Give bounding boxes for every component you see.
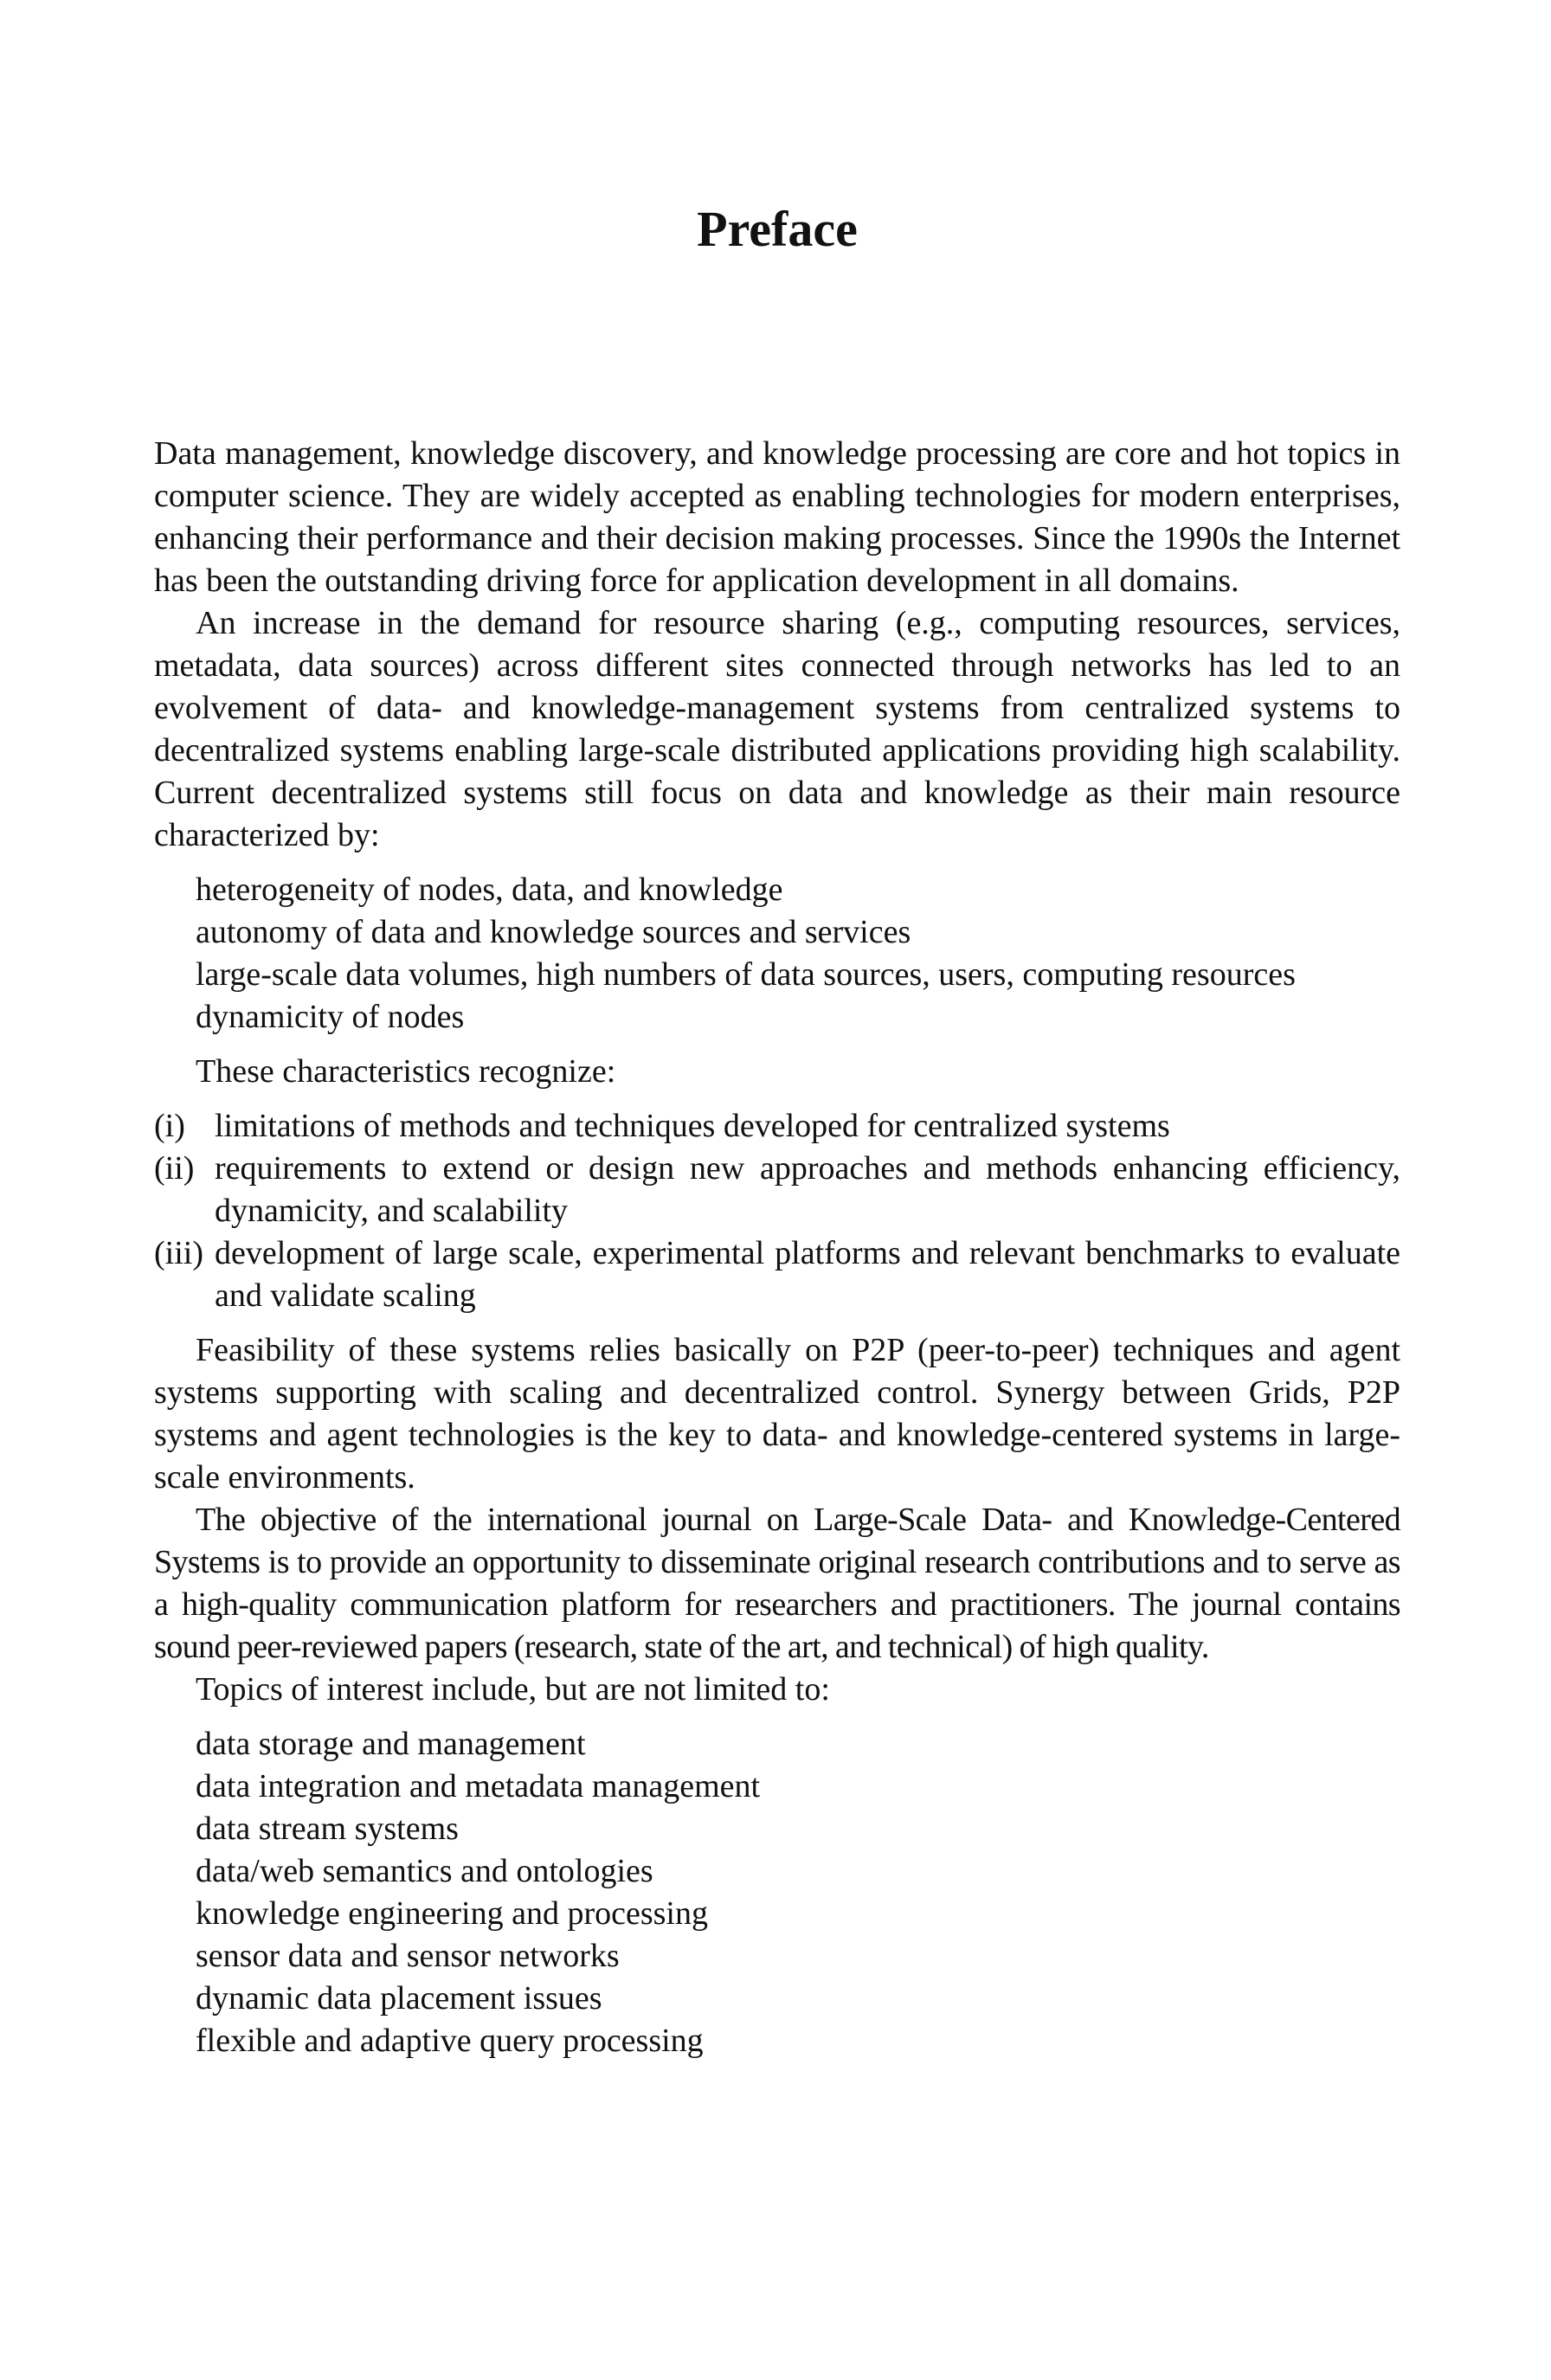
list-item: dynamic data placement issues [196,1980,602,2017]
paragraph-intro: Data management, knowledge discovery, and knowledge processing are core and hot topics in computer science. They are widely accepted as enabling technologies for modern enterprises, enhancing their performance and their decision making processes. Since the 1990s the Internet has been the outstanding driving force for application development in all domains. [154,435,1400,599]
list-item: data integration and metadata management [196,1768,761,1804]
paragraph-objective: The objective of the international journal on Large-Scale Data- and Knowledge-Centered Systems is to provide an opportunity to disseminate original research contributions and to serve as a high-quality communication platform for researchers and practitioners. The journal contains sound peer-reviewed papers (research, state of the art, and technical) of high quality. [154,1502,1400,1665]
list-item: heterogeneity of nodes, data, and knowledge [196,872,783,908]
list-text: requirements to extend or design new approaches and methods enhancing efficiency, dynamicity, and scalability [215,1150,1400,1229]
list-text: limitations of methods and techniques developed for centralized systems [215,1108,1170,1144]
list-item: sensor data and sensor networks [196,1938,620,1974]
list-text: development of large scale, experimental platforms and relevant benchmarks to evaluate and validate scaling [215,1235,1400,1314]
list-item [154,1232,1400,1317]
list-item: data storage and management [196,1726,586,1762]
characteristics-list [196,869,1400,1039]
preface-body [154,433,1400,2074]
list-number: (ii) [154,1150,195,1187]
topics-list [196,1723,1400,2062]
list-item: flexible and adaptive query processing [196,2023,704,2059]
list-number: (i) [154,1108,185,1144]
paragraph-resource-sharing: An increase in the demand for resource sharing (e.g., computing resources, services, metadata, data sources) across different sites connected through networks has led to an evolvement of data- and knowledge-management systems from centralized systems to decentralized systems enabling large-scale distributed applications providing high scalability. Current decentralized systems still focus on data and knowledge as their main resource characterized by: [154,605,1400,853]
list-item: autonomy of data and knowledge sources and services [196,914,911,950]
list-number: (iii) [154,1235,203,1271]
page-title: Preface [697,201,858,257]
list-item: dynamicity of nodes [196,999,465,1035]
list-item: data stream systems [196,1811,459,1847]
list-item: large-scale data volumes, high numbers of data sources, users, computing resources [196,956,1296,993]
list-item [154,1148,1400,1232]
list-item: data/web semantics and ontologies [196,1853,653,1889]
list-item [154,1105,1400,1148]
paragraph-topics-intro: Topics of interest include, but are not limited to: [196,1671,830,1708]
list-item: knowledge engineering and processing [196,1895,708,1932]
paragraph-feasibility: Feasibility of these systems relies basically on P2P (peer-to-peer) techniques and agent systems supporting with scaling and decentralized control. Synergy between Grids, P2P systems and agent technologies is the key to data- and knowledge-centered systems in large-scale environments. [154,1332,1400,1496]
recognitions-list [154,1105,1400,1317]
paragraph-recognize: These characteristics recognize: [196,1053,616,1090]
